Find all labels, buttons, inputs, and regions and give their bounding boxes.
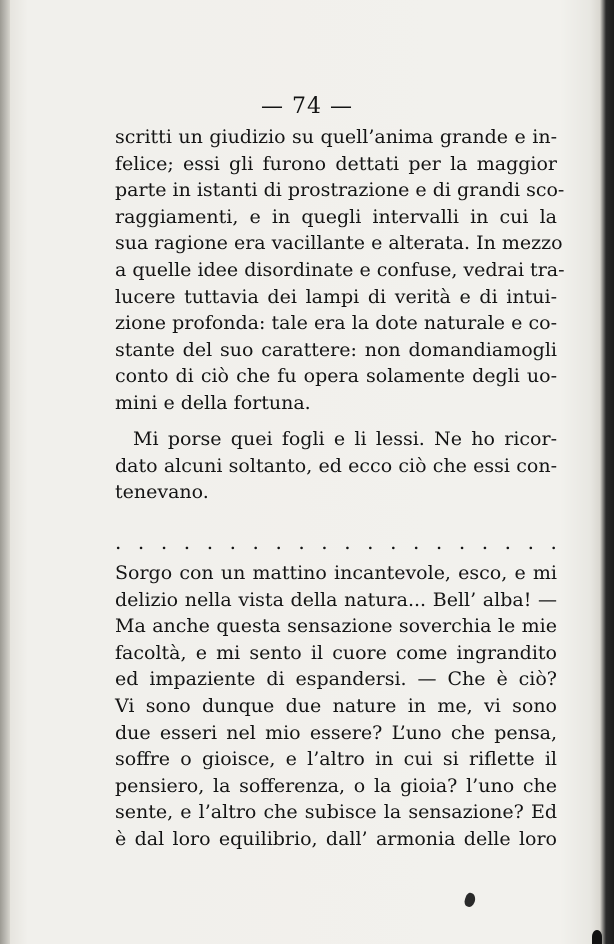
separator-dot: . — [115, 530, 122, 554]
text-line: pensiero, la sofferenza, o la gioia? l’uno che — [115, 774, 557, 797]
separator-dot: . — [458, 530, 466, 554]
text-line: felice; essi gli furono dettati per la maggior — [115, 152, 557, 175]
paragraph-3 — [115, 560, 557, 853]
text-line: Vi sono dunque due nature in me, vi sono — [115, 694, 557, 717]
separator-dot: . — [206, 530, 214, 554]
separator-dot: . — [344, 530, 351, 554]
paragraph-1 — [115, 124, 565, 417]
text-line: due esseri nel mio essere? L’uno che pensa, — [115, 721, 557, 744]
text-line: lucere tuttavia dei lampi di verità e di intui- — [115, 285, 557, 308]
text-line: soffre o gioisce, e l’altro in cui si riflette il — [115, 748, 557, 771]
text-line: stante del suo carattere: non domandiamogli — [115, 338, 557, 361]
text-line: Ma anche questa sensazione soverchia le mie — [115, 615, 557, 638]
separator-dot: . — [321, 530, 328, 554]
separator-dot: . — [527, 530, 534, 554]
separator-dot: . — [298, 530, 305, 554]
separator-dot: . — [252, 530, 259, 554]
text-line: è dal loro equilibrio, dall’ armonia delle loro — [115, 827, 557, 850]
page-spine — [0, 0, 10, 944]
text-line: parte in istanti di prostrazione e di grandi sco- — [115, 179, 565, 202]
separator-dot: . — [160, 530, 168, 554]
separator-dot: . — [504, 530, 512, 554]
corner-ink-mark — [592, 930, 602, 944]
separator-dot: . — [412, 530, 420, 554]
text-line: raggiamenti, e in quegli intervalli in cui la — [115, 205, 557, 228]
section-separator — [115, 530, 557, 554]
separator-dot: . — [435, 530, 443, 554]
text-line: sente, e l’altro che subisce la sensazione? Ed — [115, 801, 557, 824]
text-line: scritti un giudizio su quell’anima grande e in- — [115, 126, 557, 148]
separator-dot: . — [367, 530, 374, 554]
separator-dot: . — [550, 530, 557, 554]
text-line: Mi porse quei fogli e li lessi. Ne ho ricor- — [133, 428, 557, 450]
separator-dot: . — [390, 530, 397, 554]
text-line: conto di ciò che fu opera solamente degli uo- — [115, 365, 557, 388]
text-line: a quelle idee disordinate e confuse, vedrai tra- — [115, 258, 565, 281]
text-line: Sorgo con un mattino incantevole, esco, e mi — [115, 562, 557, 584]
text-line: mini e della fortuna. — [115, 391, 311, 414]
text-line: dato alcuni soltanto, ed ecco ciò che essi con- — [115, 454, 557, 477]
text-line: ed impaziente di espandersi. — Che è ciò? — [115, 668, 557, 691]
text-line: tenevano. — [115, 481, 209, 504]
page-number: — 74 — — [261, 94, 353, 119]
ink-smudge — [463, 892, 477, 909]
separator-dot: . — [229, 530, 236, 554]
separator-dot: . — [275, 530, 282, 554]
text-line: sua ragione era vacillante e alterata. In mezzo — [115, 232, 563, 255]
separator-dot: . — [137, 530, 145, 554]
text-line: delizio nella vista della natura... Bell’ alba! — — [115, 588, 557, 611]
paragraph-2 — [115, 426, 557, 506]
text-line: zione profonda: tale era la dote naturale e co- — [115, 312, 557, 335]
text-line: facoltà, e mi sento il cuore come ingrandito — [115, 641, 557, 664]
separator-dot: . — [481, 530, 489, 554]
separator-dot: . — [183, 530, 191, 554]
